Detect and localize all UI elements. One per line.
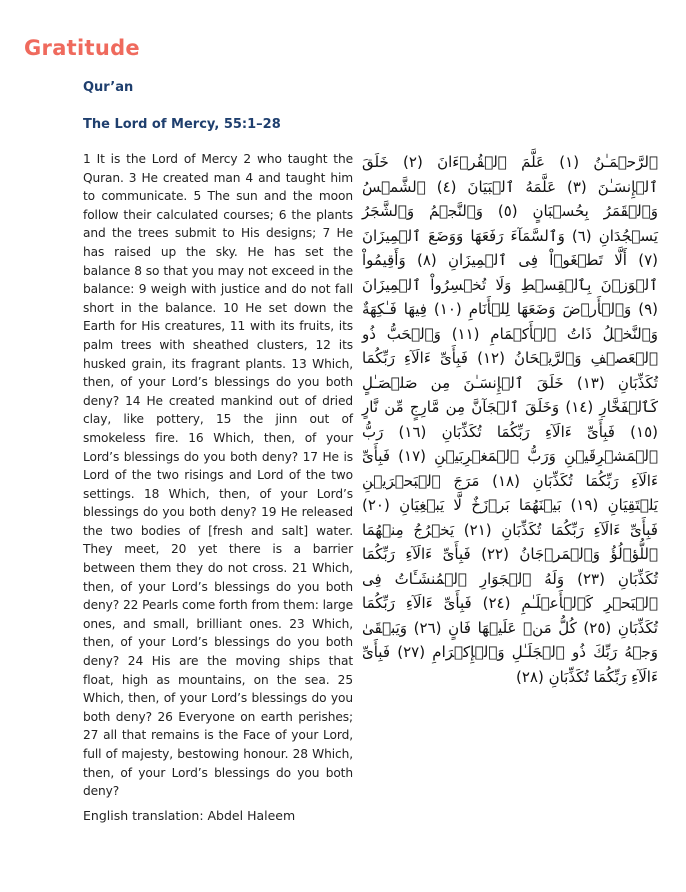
source-heading: Qur’an	[83, 80, 134, 95]
passage-reference: The Lord of Mercy, 55:1–28	[83, 117, 281, 132]
page-title: Gratitude	[24, 36, 140, 60]
arabic-text: ٱلرَّحۡمَـٰنُ (١) عَلَّمَ ٱلۡقُرۡءَانَ (٢) خَلَقَ ٱلۡإِنسَـٰنَ (٣) عَلَّمَهُ ٱلۡبَيَانَ (٤) ٱلشَّمۡسُ وَٱلۡقَمَرُ بِحُسۡبَانٍ (٥) وَٱلنَّجۡمُ وَٱلشَّجَرُ يَسۡجُدَانِ (٦) وَٱلسَّمَآءَ رَفَعَهَا وَوَضَعَ ٱلۡمِيزَانَ (٧) أَلَّا تَطۡغَوۡاْ فِى ٱلۡمِيزَانِ (٨) وَأَقِيمُواْ ٱلۡوَزۡنَ بِٱلۡقِسۡطِ وَلَا تُخۡسِرُواْ ٱلۡمِيزَانَ (٩) وَٱلۡأَرۡضَ وَضَعَهَا لِلۡأَنَامِ (١٠) فِيهَا فَـٰكِهَةٌ وَٱلنَّخۡلُ ذَاتُ ٱلۡأَكۡمَامِ (١١) وَٱلۡحَبُّ ذُو ٱلۡعَصۡفِ وَٱلرَّيۡحَانُ (١٢) فَبِأَىِّ ءَالَآءِ رَبِّكُمَا تُكَذِّبَانِ (١٣) خَلَقَ ٱلۡإِنسَـٰنَ مِن صَلۡصَـٰلٍ كَٱلۡفَخَّارِ (١٤) وَخَلَقَ ٱلۡجَآنَّ مِن مَّارِجٍ مِّن نَّارٍ (١٥) فَبِأَىِّ ءَالَآءِ رَبِّكُمَا تُكَذِّبَانِ (١٦) رَبُّ ٱلۡمَشۡرِقَيۡنِ وَرَبُّ ٱلۡمَغۡرِبَيۡنِ (١٧) فَبِأَىِّ ءَالَآءِ رَبِّكُمَا تُكَذِّبَانِ (١٨) مَرَجَ ٱلۡبَحۡرَيۡنِ يَلۡتَقِيَانِ (١٩) بَيۡنَهُمَا بَرۡزَخٌ لَّا يَبۡغِيَانِ (٢٠) فَبِأَىِّ ءَالَآءِ رَبِّكُمَا تُكَذِّبَانِ (٢١) يَخۡرُجُ مِنۡهُمَا ٱللُّؤۡلُؤُ وَٱلۡمَرۡجَانُ (٢٢) فَبِأَىِّ ءَالَآءِ رَبِّكُمَا تُكَذِّبَانِ (٢٣) وَلَهُ ٱلۡجَوَارِ ٱلۡمُنشَـَٔاتُ فِى ٱلۡبَحۡرِ كَٱلۡأَعۡلَـٰمِ (٢٤) فَبِأَىِّ ءَالَآءِ رَبِّكُمَا تُكَذِّبَانِ (٢٥) كُلُّ مَنۡ عَلَيۡهَا فَانٍ (٢٦) وَيَبۡقَىٰ وَجۡهُ رَبِّكَ ذُو ٱلۡجَلَـٰلِ وَٱلۡإِكۡرَامِ (٢٧) فَبِأَىِّ ءَالَآءِ رَبِّكُمَا تُكَذِّبَانِ (٢٨)	[362, 153, 659, 686]
translation-credit: English translation: Abdel Haleem	[83, 808, 296, 823]
english-translation: 1 It is the Lord of Mercy 2 who taught the Quran. 3 He created man 4 and taught him to communicate. 5 The sun and the moon follow their calculated courses; 6 the plants and the trees submit to His designs; 7 He has raised up the sky. He has set the balance 8 so that you may not exceed in the balance: 9 weigh with justice and do not fall short in the balance. 10 He set down the Earth for His creatures, 11 with its fruits, its palm trees with sheathed clusters, 12 its husked grain, its fragrant plants. 13 Which, then, of your Lord’s blessings do you both deny? 14 He created mankind out of dried clay, like pottery, 15 the jinn out of smokeless fire. 16 Which, then, of your Lord’s blessings do you both deny? 17 He is Lord of the two risings and Lord of the two settings. 18 Which, then, of your Lord’s blessings do you both deny? 19 He released the two bodies of [fresh and salt] water. They meet, 20 yet there is a barrier between them they do not cross. 21 Which, then, of your Lord’s blessings do you both deny? 22 Pearls come forth from them: large ones, and small, brilliant ones. 23 Which, then, of your Lord’s blessings do you both deny? 24 His are the moving ships that float, high as mountains, on the sea. 25 Which, then, of your Lord’s blessings do you both deny? 26 Everyone on earth perishes; 27 all that remains is the Face of your Lord, full of majesty, bestowing honour. 28 Which, then, of your Lord’s blessings do you both deny?	[83, 152, 353, 799]
